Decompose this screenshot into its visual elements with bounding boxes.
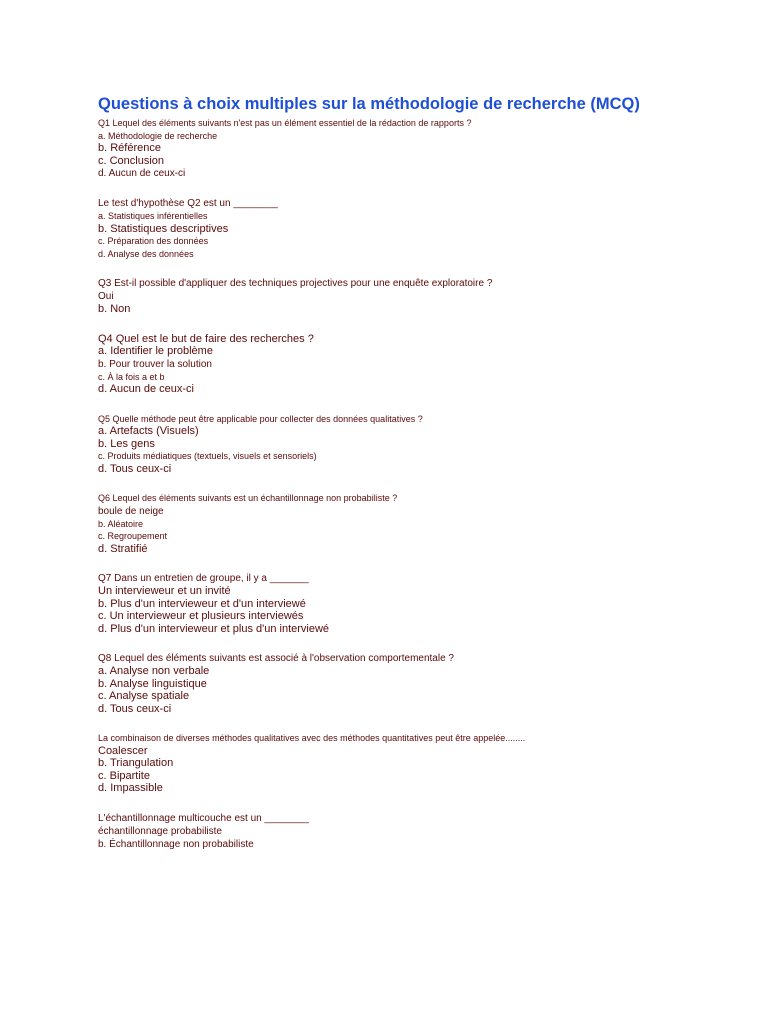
- option: b. Statistiques descriptives: [98, 222, 229, 235]
- question-text: Q6 Lequel des éléments suivants est un échantillonnage non probabiliste ?: [98, 493, 398, 503]
- option: b. Pour trouver la solution: [98, 358, 212, 370]
- question-7: [98, 572, 738, 635]
- question-1: [98, 117, 738, 180]
- question-text: Q5 Quelle méthode peut être applicable pour collecter des données qualitatives ?: [98, 413, 423, 424]
- question-6: [98, 492, 738, 555]
- option: d. Tous ceux-ci: [98, 462, 172, 475]
- option: a. Artefacts (Visuels): [98, 425, 199, 437]
- option: d. Stratifié: [98, 542, 148, 555]
- option: b. Les gens: [98, 437, 155, 450]
- option: d. Tous ceux-ci: [98, 702, 172, 715]
- question-3: [98, 277, 738, 316]
- option: Un intervieweur et un invité: [98, 585, 231, 597]
- option: a. Méthodologie de recherche: [98, 130, 218, 141]
- question-text: Le test d'hypothèse Q2 est un ________: [98, 198, 278, 209]
- option: c. Regroupement: [98, 531, 168, 541]
- option: échantillonnage probabiliste: [98, 825, 222, 837]
- option: d. Analyse des données: [98, 248, 194, 259]
- option: b. Plus d'un intervieweur et d'un interviewé: [98, 597, 306, 610]
- option: c. Conclusion: [98, 154, 165, 167]
- page-title: Questions à choix multiples sur la méthodologie de recherche (MCQ): [98, 95, 640, 113]
- question-text: Q1 Lequel des éléments suivants n'est pas un élément essentiel de la rédaction de rapports ?: [98, 118, 472, 128]
- option: boule de neige: [98, 505, 164, 517]
- option: c. Bipartite: [98, 769, 150, 782]
- option: b. Triangulation: [98, 757, 174, 769]
- option: a. Statistiques inférentielles: [98, 211, 208, 221]
- option: c. Analyse spatiale: [98, 690, 190, 702]
- option: b. Aléatoire: [98, 518, 144, 529]
- option: b. Non: [98, 303, 131, 315]
- question-text: L'échantillonnage multicouche est un ________: [98, 812, 309, 824]
- option: b. Référence: [98, 142, 161, 154]
- option: a. Identifier le problème: [98, 345, 213, 357]
- option: d. Impassible: [98, 782, 163, 794]
- option: Coalescer: [98, 744, 148, 757]
- option: c. À la fois a et b: [98, 371, 165, 382]
- question-text: Q8 Lequel des éléments suivants est associé à l'observation comportementale ?: [98, 653, 454, 664]
- question-text: Q3 Est-il possible d'appliquer des techniques projectives pour une enquête exploratoire ?: [98, 278, 493, 289]
- option: d. Plus d'un intervieweur et plus d'un interviewé: [98, 622, 330, 635]
- option: c. Préparation des données: [98, 236, 209, 246]
- question-5: [98, 413, 738, 476]
- option: a. Analyse non verbale: [98, 665, 210, 677]
- document-page: [98, 94, 738, 868]
- option: d. Aucun de ceux-ci: [98, 168, 186, 179]
- option: c. Produits médiatiques (textuels, visuels et sensoriels): [98, 451, 317, 461]
- option: b. Échantillonnage non probabiliste: [98, 838, 254, 850]
- question-4: [98, 333, 738, 396]
- question-10: [98, 812, 738, 851]
- question-9: [98, 732, 738, 795]
- option: b. Analyse linguistique: [98, 677, 207, 690]
- option: d. Aucun de ceux-ci: [98, 383, 195, 395]
- option: Oui: [98, 291, 114, 302]
- question-text: La combinaison de diverses méthodes qualitatives avec des méthodes quantitatives peut être appelée........: [98, 733, 526, 743]
- question-text: Q7 Dans un entretien de groupe, il y a _______: [98, 573, 309, 584]
- question-2: [98, 197, 738, 260]
- question-8: [98, 652, 738, 715]
- question-text: Q4 Quel est le but de faire des recherches ?: [98, 332, 314, 345]
- option: c. Un intervieweur et plusieurs interviewés: [98, 610, 304, 622]
